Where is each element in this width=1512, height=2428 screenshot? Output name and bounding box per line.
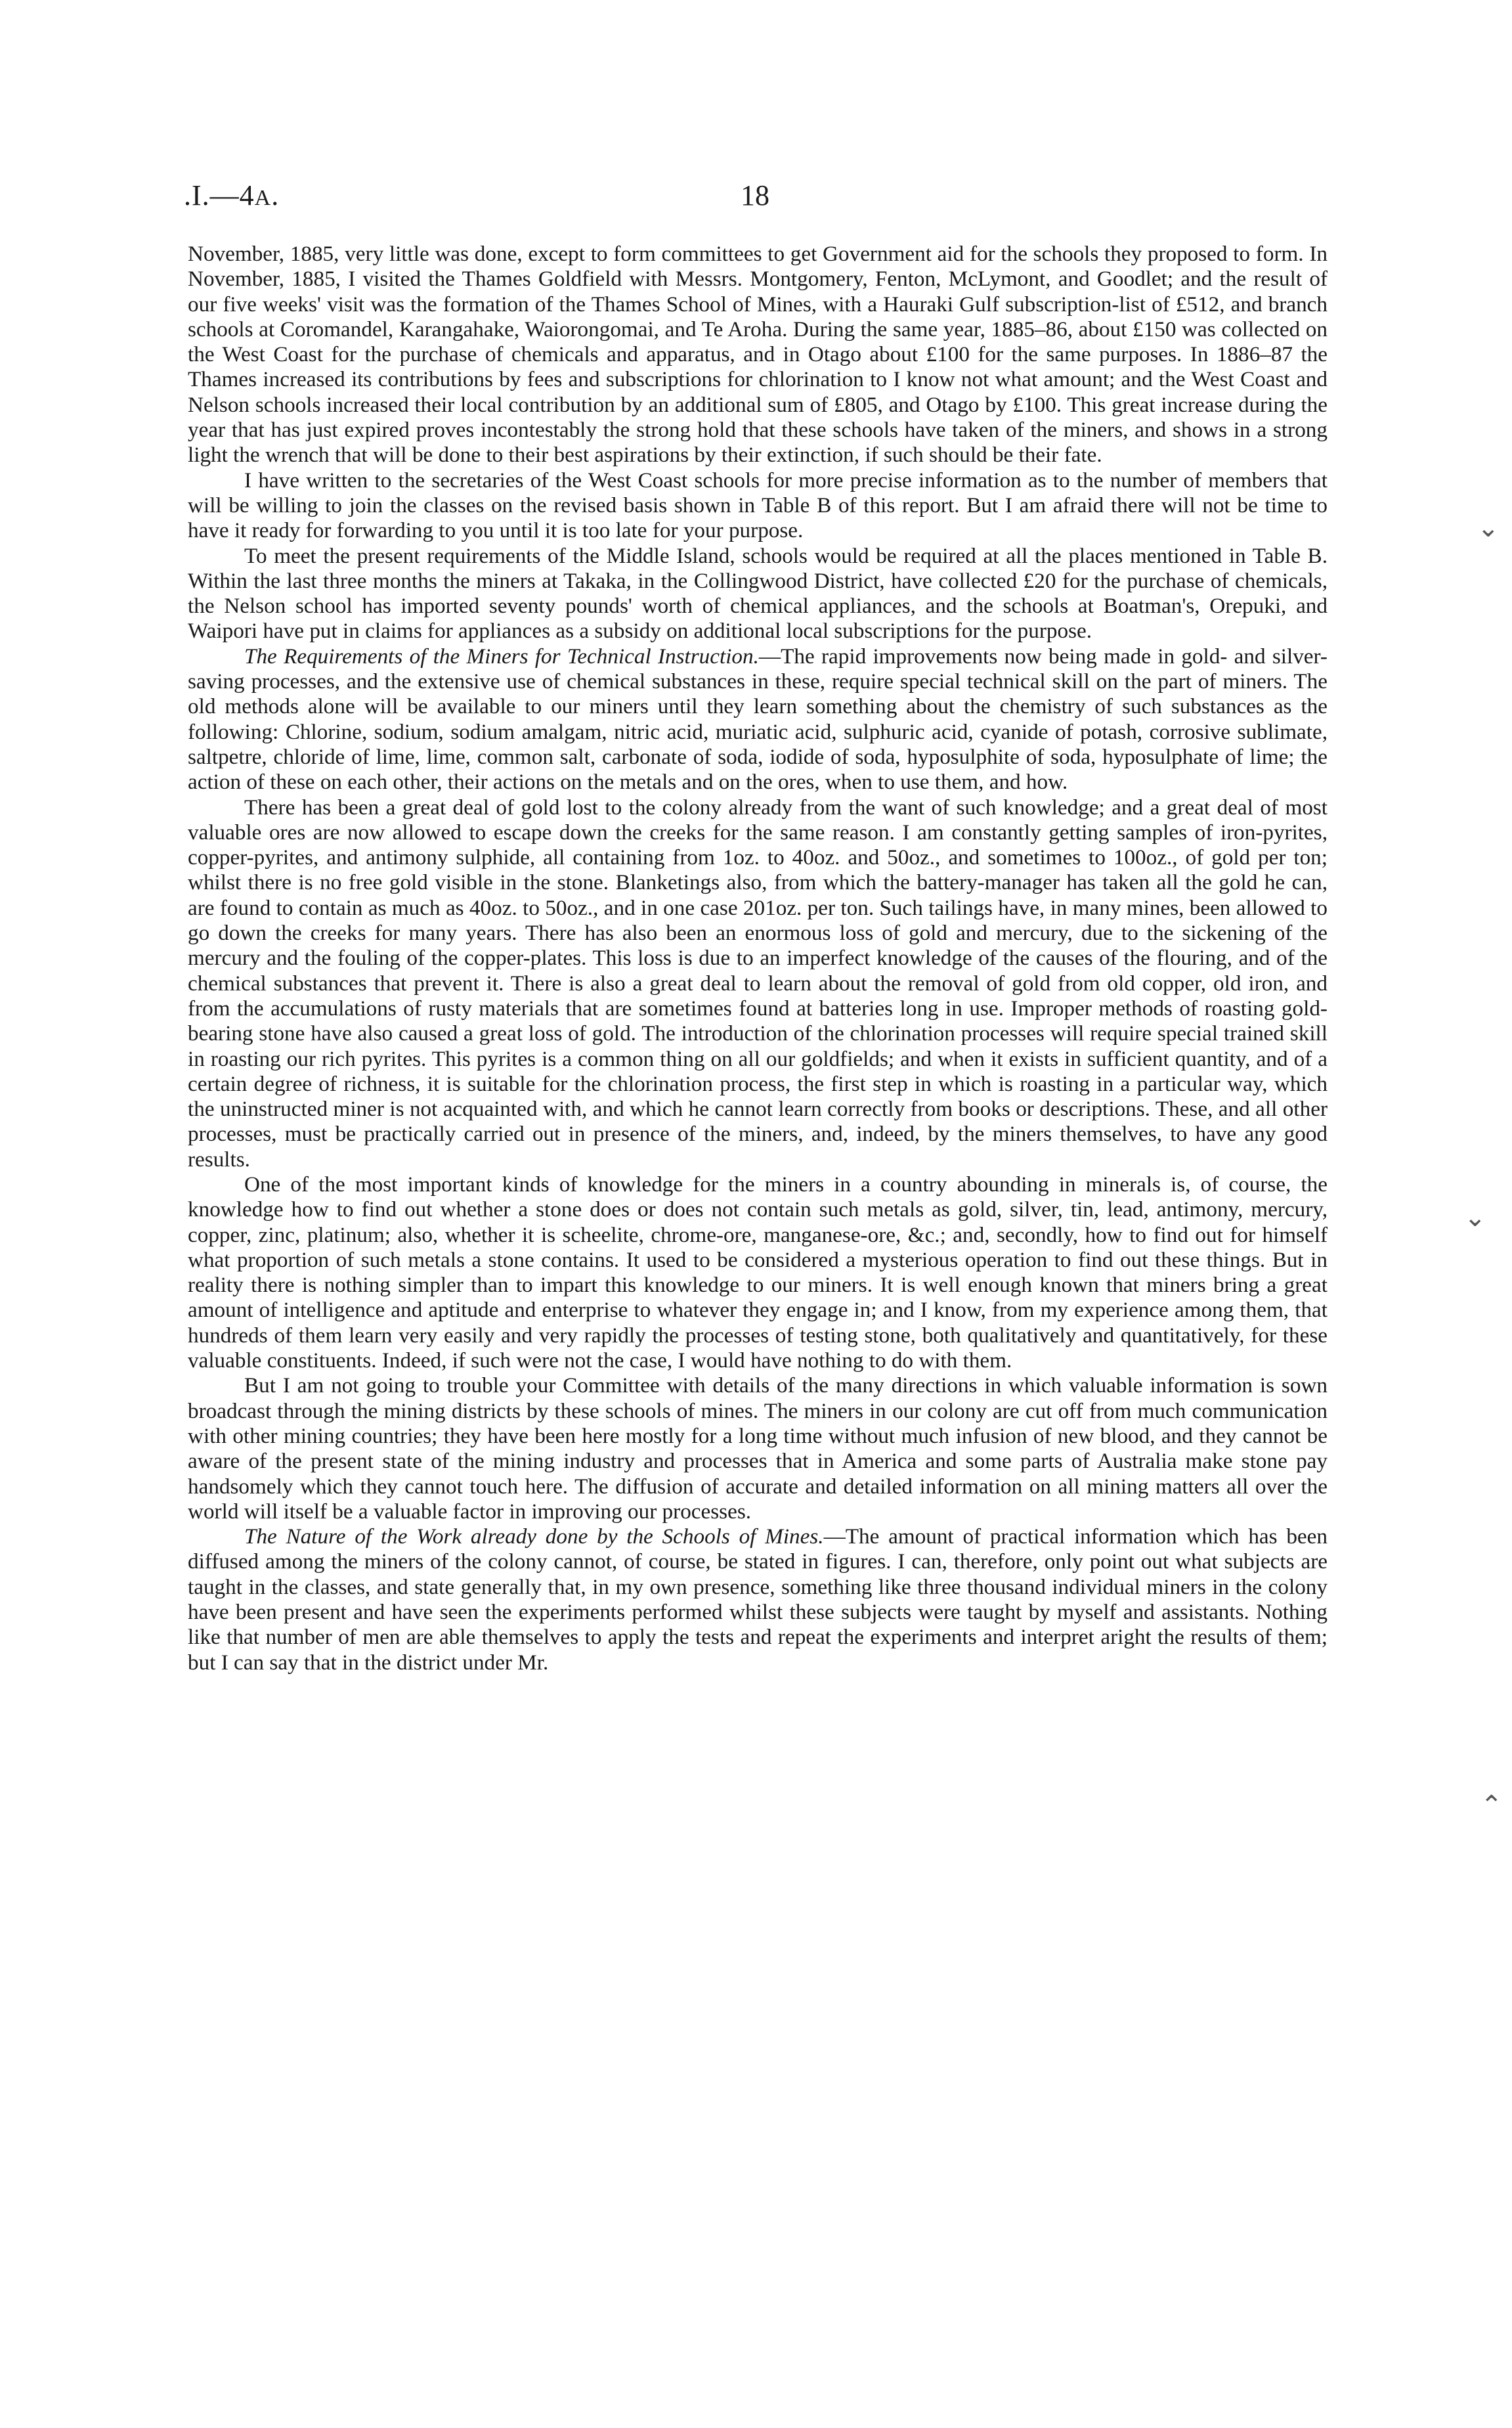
paragraph [188, 1524, 1328, 1675]
margin-mark: ⌄ [1477, 513, 1500, 542]
paragraph: But I am not going to trouble your Committee with details of the many directions in which valuable information is sown broadcast through the mining districts by these schools of mines. The miners in our colony are cut off from much communication with other mining countries; they have been here mostly for a long time without much infusion of new blood, and they cannot be aware of the present state of the mining industry and processes that in America and some parts of Australia make stone pay handsomely which they cannot touch here. The diffusion of accurate and detailed information on all mining matters all over the world will itself be a valuable factor in improving our processes. [188, 1373, 1328, 1524]
series-code: .I.—4A. [184, 179, 280, 211]
page-header [184, 179, 1326, 218]
series-dot: . [184, 179, 192, 211]
body-text [188, 242, 1328, 1675]
paragraph: I have written to the secretaries of the West Coast schools for more precise information as to the number of members that will be willing to join the classes on the revised basis shown in Table B of this report. But I am afraid there will not be time to have it ready for forwarding to you until it is too late for your purpose. [188, 468, 1328, 543]
section-heading: The Nature of the Work already done by the Schools of Mines. [244, 1524, 824, 1549]
margin-mark: ⌃ [1480, 1790, 1503, 1820]
paragraph: One of the most important kinds of knowledge for the miners in a country abounding in minerals is, of course, the knowledge how to find out whether a stone does or does not contain such metals as gold, silver, tin, lead, antimony, mercury, copper, zinc, platinum; also, whether it is scheelite, chrome-ore, manganese-ore, &c.; and, secondly, how to find out for himself what proportion of such metals a stone contains. It used to be considered a mysterious operation to find out these things. But in reality there is nothing simpler than to impart this knowledge to our miners. It is well enough known that miners bring a great amount of intelligence and aptitude and enterprise to whatever they engage in; and I know, from my experience among them, that hundreds of them learn very easily and very rapidly the processes of testing stone, both qualitatively and quantitatively, for these valuable constituents. Indeed, if such were not the case, I would have nothing to do with them. [188, 1172, 1328, 1373]
paragraph: There has been a great deal of gold lost to the colony already from the want of such knowledge; and a great deal of most valuable ores are now allowed to escape down the creeks for the same reason. I am constantly getting samples of iron-pyrites, copper-pyrites, and antimony sulphide, all containing from 1oz. to 40oz. and 50oz., and sometimes to 100oz., of gold per ton; whilst there is no free gold visible in the stone. Blanketings also, from which the battery-manager has taken all the gold he can, are found to contain as much as 40oz. to 50oz., and in one case 201oz. per ton. Such tailings have, in many mines, been allowed to go down the creeks for many years. There has also been an enormous loss of gold and mercury, due to the sickening of the mercury and the fouling of the copper-plates. This loss is due to an imperfect knowledge of the causes of the flouring, and of the chemical substances that prevent it. There is also a great deal to learn about the removal of gold from old copper, old iron, and from the accumulations of rusty materials that are sometimes found at batteries long in use. Improper methods of roasting gold-bearing stone have also caused a great loss of gold. The introduction of the chlorination processes will require special trained skill in roasting our rich pyrites. This pyrites is a common thing on all our goldfields; and when it exists in sufficient quantity, and of a certain degree of richness, it is suitable for the chlorination process, the first step in which is roasting in a particular way, which the uninstructed miner is not acquainted with, and which he cannot learn correctly from books or descriptions. These, and all other processes, must be practically carried out in presence of the miners, and, indeed, by the miners themselves, to have any good results. [188, 795, 1328, 1172]
series-code-suffix: A [254, 186, 272, 210]
paragraph [188, 644, 1328, 795]
margin-mark: ⌄ [1464, 1203, 1486, 1232]
section-heading: The Requirements of the Miners for Technical Instruction. [244, 644, 759, 669]
paragraph-text: —The rapid improvements now being made in gold- and silver-saving processes, and the extensive use of chemical substances in these, require special technical skill on the part of miners. The old methods alone will be available to our miners until they learn something about the chemistry of such substances as the following: Chlorine, sodium, sodium amalgam, nitric acid, muriatic acid, sulphuric acid, cyanide of potash, corrosive sublimate, saltpetre, chloride of lime, lime, common salt, carbonate of soda, iodide of soda, hyposulphite of soda, hyposulphate of lime; the action of these on each other, their actions on the metals and on the ores, when to use them, and how. [188, 644, 1328, 795]
paragraph: November, 1885, very little was done, except to form committees to get Government aid for the schools they proposed to form. In November, 1885, I visited the Thames Goldfield with Messrs. Montgomery, Fenton, McLymont, and Goodlet; and the result of our five weeks' visit was the formation of the Thames School of Mines, with a Hauraki Gulf subscription-list of £512, and branch schools at Coromandel, Karangahake, Waiorongomai, and Te Aroha. During the same year, 1885–86, about £150 was collected on the West Coast for the purchase of chemicals and apparatus, and in Otago about £100 for the same purposes. In 1886–87 the Thames increased its contributions by fees and subscriptions for chlorination to I know not what amount; and the West Coast and Nelson schools increased their local contribution by an additional sum of £805, and Otago by £100. This great increase during the year that has just expired proves incontestably the strong hold that these schools have taken of the miners, and shows in a strong light the wrench that will be done to their best aspirations by their extinction, if such should be their fate. [188, 242, 1328, 468]
paragraph: To meet the present requirements of the Middle Island, schools would be required at all the places mentioned in Table B. Within the last three months the miners at Takaka, in the Collingwood District, have collected £20 for the purchase of chemicals, the Nelson school has imported seventy pounds' worth of chemical appliances, and the schools at Boatman's, Orepuki, and Waipori have put in claims for appliances as a subsidy on additional local subscriptions for the purpose. [188, 543, 1328, 644]
page-number: 18 [741, 179, 769, 211]
series-code-main: I.—4 [192, 179, 255, 211]
paragraph-text: —The amount of practical information which has been diffused among the miners of the colony cannot, of course, be stated in figures. I can, therefore, only point out what subjects are taught in the classes, and state generally that, in my own presence, something like three thousand individual miners in the colony have been present and have seen the experiments performed whilst these subjects were taught by myself and assistants. Nothing like that number of men are able themselves to apply the tests and repeat the experiments and interpret aright the results of them; but I can say that in the district under Mr. [188, 1524, 1328, 1675]
